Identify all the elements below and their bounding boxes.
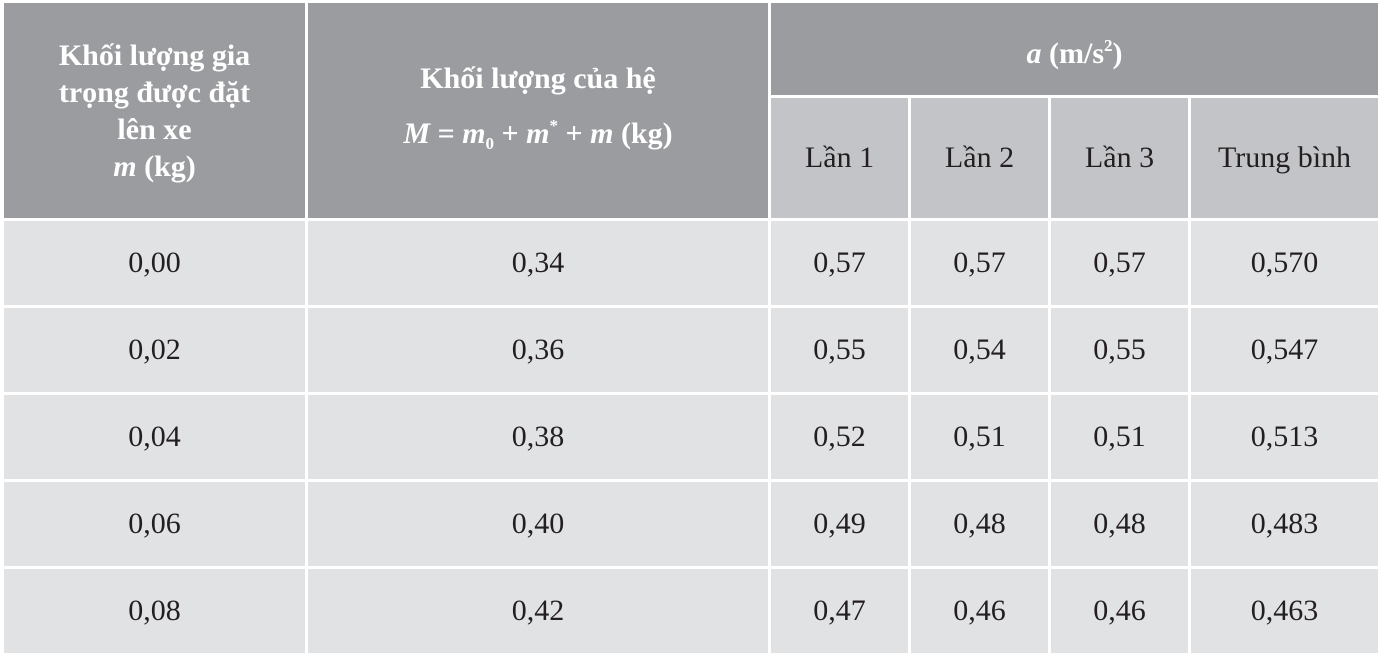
header-added-mass-line-2: trọng được đặt — [58, 75, 251, 109]
cell-system-mass: 0,38 — [308, 395, 768, 479]
cell-average: 0,513 — [1191, 395, 1378, 479]
cell-average: 0,570 — [1191, 221, 1378, 305]
cell-average: 0,547 — [1191, 308, 1378, 392]
header-added-mass-symbol: m — [113, 149, 137, 183]
formula-eq: = — [430, 116, 463, 150]
formula-M: M — [403, 116, 431, 150]
cell-system-mass: 0,42 — [308, 569, 768, 653]
header-system-mass — [308, 3, 768, 218]
formula-mstar-superscript: * — [549, 115, 558, 135]
header-average: Trung bình — [1191, 98, 1378, 218]
header-system-mass-title: Khối lượng của hệ — [420, 61, 656, 95]
formula-m0-subscript: 0 — [485, 133, 495, 153]
cell-added-mass: 0,02 — [4, 308, 305, 392]
cell-trial-3: 0,48 — [1051, 482, 1188, 566]
cell-trial-2: 0,46 — [911, 569, 1048, 653]
header-acceleration-unit-prefix: (m/s — [1041, 36, 1104, 70]
header-added-mass-line-3: lên xe — [117, 112, 192, 146]
acceleration-data-table — [1, 0, 1381, 656]
header-acceleration-symbol: a — [1026, 36, 1042, 70]
header-added-mass-line-4 — [4, 148, 305, 185]
cell-added-mass: 0,04 — [4, 395, 305, 479]
cell-system-mass: 0,36 — [308, 308, 768, 392]
cell-added-mass: 0,06 — [4, 482, 305, 566]
cell-trial-1: 0,49 — [771, 482, 908, 566]
data-table-container — [4, 3, 1378, 653]
formula-m0: m — [462, 116, 486, 150]
cell-trial-2: 0,48 — [911, 482, 1048, 566]
cell-system-mass: 0,40 — [308, 482, 768, 566]
cell-trial-2: 0,54 — [911, 308, 1048, 392]
cell-trial-3: 0,51 — [1051, 395, 1188, 479]
header-trial-1: Lần 1 — [771, 98, 908, 218]
cell-trial-2: 0,51 — [911, 395, 1048, 479]
table-row — [4, 569, 1378, 653]
formula-m: m — [590, 116, 614, 150]
cell-trial-1: 0,57 — [771, 221, 908, 305]
cell-trial-3: 0,55 — [1051, 308, 1188, 392]
table-row — [4, 395, 1378, 479]
formula-plus-1: + — [494, 116, 527, 150]
cell-system-mass: 0,34 — [308, 221, 768, 305]
header-system-mass-formula — [308, 107, 768, 162]
cell-trial-1: 0,52 — [771, 395, 908, 479]
table-row — [4, 221, 1378, 305]
header-added-mass — [4, 3, 305, 218]
table-row — [4, 308, 1378, 392]
cell-trial-2: 0,57 — [911, 221, 1048, 305]
cell-added-mass: 0,08 — [4, 569, 305, 653]
cell-trial-3: 0,57 — [1051, 221, 1188, 305]
header-acceleration — [771, 3, 1378, 95]
header-trial-3: Lần 3 — [1051, 98, 1188, 218]
formula-mstar: m — [526, 116, 550, 150]
cell-trial-3: 0,46 — [1051, 569, 1188, 653]
header-acceleration-unit-suffix: ) — [1112, 36, 1123, 70]
formula-plus-2: + — [557, 116, 591, 150]
cell-trial-1: 0,55 — [771, 308, 908, 392]
header-added-mass-unit: (kg) — [144, 149, 196, 183]
header-acceleration-unit-superscript: 2 — [1104, 35, 1113, 55]
header-added-mass-line-1: Khối lượng gia — [58, 38, 251, 72]
cell-average: 0,483 — [1191, 482, 1378, 566]
cell-average: 0,463 — [1191, 569, 1378, 653]
table-row — [4, 482, 1378, 566]
cell-trial-1: 0,47 — [771, 569, 908, 653]
cell-added-mass: 0,00 — [4, 221, 305, 305]
formula-unit: (kg) — [613, 116, 673, 150]
header-trial-2: Lần 2 — [911, 98, 1048, 218]
